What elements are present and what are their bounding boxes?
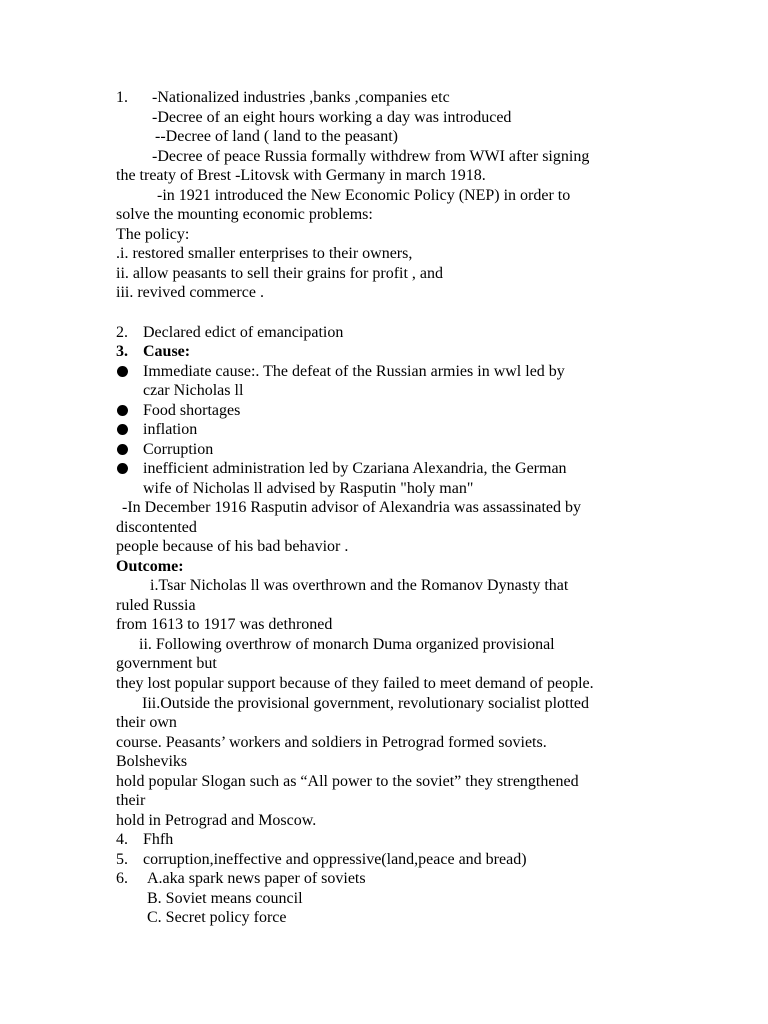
section-6-item: C. Secret policy force — [147, 909, 287, 926]
section-1-item: -Decree of an eight hours working a day was introduced — [152, 109, 512, 126]
rasputin-text: -In December 1916 Rasputin advisor of Alexandria was assassinated by — [122, 499, 581, 516]
policy-heading: The policy: — [116, 226, 190, 243]
policy-item: ii. allow peasants to sell their grains for profit , and — [116, 265, 444, 282]
section-1-item: --Decree of land ( land to the peasant) — [155, 128, 398, 145]
cause-item-continuation: wife of Nicholas ll advised by Rasputin "holy man" — [143, 480, 474, 497]
outcome-heading: Outcome: — [116, 558, 184, 575]
outcome-line: i.Tsar Nicholas ll was overthrown and the Romanov Dynasty that — [150, 577, 569, 594]
outcome-line: ruled Russia — [116, 597, 196, 614]
outcome-line: ii. Following overthrow of monarch Duma organized provisional — [139, 636, 555, 653]
section-1-item: -in 1921 introduced the New Economic Policy (NEP) in order to — [157, 187, 571, 204]
section-1-number: 1. — [116, 89, 128, 106]
rasputin-text: discontented — [116, 519, 197, 536]
policy-item: .i. restored smaller enterprises to their owners, — [116, 245, 413, 262]
cause-item: Corruption — [143, 441, 214, 458]
section-4-text: Fhfh — [143, 831, 174, 848]
policy-item: iii. revived commerce . — [116, 284, 264, 301]
bullet-icon — [117, 405, 128, 416]
cause-heading: Cause: — [143, 343, 191, 360]
rasputin-text: people because of his bad behavior . — [116, 538, 349, 555]
outcome-line: their own — [116, 714, 177, 731]
section-3-number: 3. — [116, 343, 128, 360]
cause-item: inefficient administration led by Czariana Alexandria, the German — [143, 460, 567, 477]
section-2-number: 2. — [116, 324, 128, 341]
outcome-line: from 1613 to 1917 was dethroned — [116, 616, 333, 633]
section-1-item: solve the mounting economic problems: — [116, 206, 373, 223]
cause-item-continuation: czar Nicholas ll — [143, 382, 244, 399]
outcome-line: course. Peasants’ workers and soldiers in Petrograd formed soviets. — [116, 734, 547, 751]
cause-item: inflation — [143, 421, 198, 438]
bullet-icon — [117, 463, 128, 474]
cause-item: Immediate cause:. The defeat of the Russian armies in wwl led by — [143, 363, 565, 380]
section-6-item: A.aka spark news paper of soviets — [147, 870, 366, 887]
section-1-item: -Decree of peace Russia formally withdrew from WWI after signing — [152, 148, 590, 165]
bullet-icon — [117, 424, 128, 435]
section-6-item: B. Soviet means council — [147, 890, 303, 907]
outcome-line: hold in Petrograd and Moscow. — [116, 812, 317, 829]
outcome-line: their — [116, 792, 146, 809]
bullet-icon — [117, 366, 128, 377]
outcome-line: Iii.Outside the provisional government, revolutionary socialist plotted — [142, 695, 590, 712]
outcome-line: they lost popular support because of they failed to meet demand of people. — [116, 675, 594, 692]
outcome-line: hold popular Slogan such as “All power to the soviet” they strengthened — [116, 773, 579, 790]
section-1-item: -Nationalized industries ,banks ,companies etc — [152, 89, 450, 106]
outcome-line: government but — [116, 655, 217, 672]
section-4-number: 4. — [116, 831, 128, 848]
section-5-text: corruption,ineffective and oppressive(land,peace and bread) — [143, 851, 527, 868]
section-6-number: 6. — [116, 870, 128, 887]
section-5-number: 5. — [116, 851, 128, 868]
outcome-line: Bolsheviks — [116, 753, 188, 770]
bullet-icon — [117, 444, 128, 455]
section-1-item: the treaty of Brest -Litovsk with Germany in march 1918. — [116, 167, 486, 184]
cause-item: Food shortages — [143, 402, 241, 419]
section-2-text: Declared edict of emancipation — [143, 324, 344, 341]
